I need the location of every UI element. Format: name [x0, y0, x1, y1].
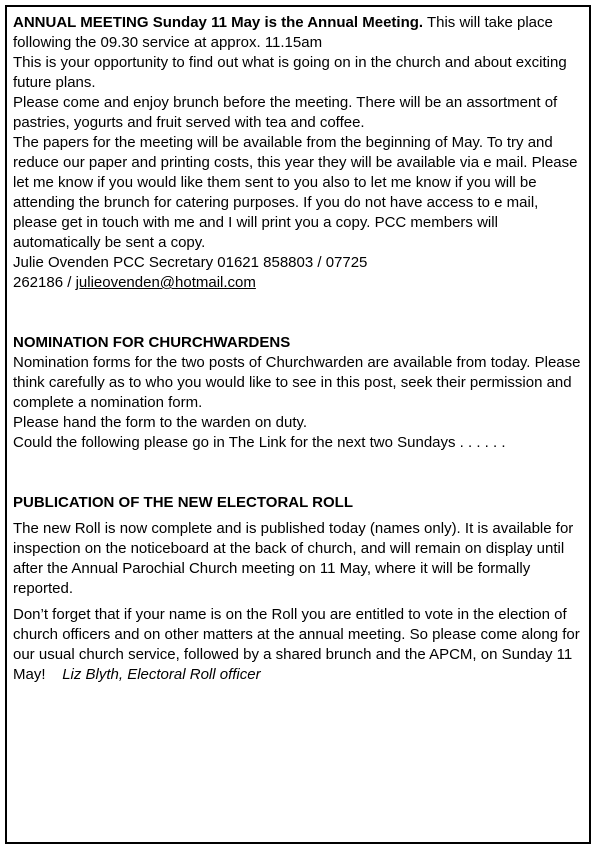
nomination-heading: NOMINATION FOR CHURCHWARDENS — [13, 334, 291, 351]
nomination-link-note: Could the following please go in The Link for the next two Sundays . . . . . . — [13, 434, 506, 451]
electoral-roll-signature: Liz Blyth, Electoral Roll officer — [62, 666, 261, 683]
annual-meeting-opportunity: This is your opportunity to find out what is going on in the church and about exciting future plans. — [13, 54, 567, 91]
notice-content — [13, 13, 585, 685]
nomination-hand-in: Please hand the form to the warden on duty. — [13, 414, 308, 431]
secretary-contact: Julie Ovenden PCC Secretary 01621 858803 / 07725 — [13, 254, 368, 271]
spacer — [13, 453, 585, 493]
secretary-email-link[interactable]: julieovenden@hotmail.com — [75, 274, 256, 291]
secretary-contact-2 — [13, 273, 585, 293]
electoral-roll-heading: PUBLICATION OF THE NEW ELECTORAL ROLL — [13, 494, 353, 511]
electoral-roll-paragraph-2 — [13, 605, 585, 685]
annual-meeting-brunch: Please come and enjoy brunch before the meeting. There will be an assortment of pastries, yogurts and fruit served with tea and coffee. — [13, 94, 558, 131]
spacer — [13, 293, 585, 333]
notice-frame — [5, 5, 591, 844]
electoral-roll-paragraph-1: The new Roll is now complete and is published today (names only). It is available for inspection on the noticeboard at the back of church, and will remain on display until after the Annual Parochial Church meeting on 11 May, where it will be formally reported. — [13, 520, 574, 597]
annual-meeting-title: ANNUAL MEETING Sunday 11 May is the Annual Meeting. — [13, 14, 424, 31]
annual-meeting-papers: The papers for the meeting will be available from the beginning of May. To try and reduce our paper and printing costs, this year they will be available via e mail. Please let me know if you would like them sent to you also to let me know if you will be attending the brunch for catering purposes. If you do not have access to e mail, please get in touch with me and I will print you a copy. PCC members will automatically be sent a copy. — [13, 134, 578, 251]
nomination-forms: Nomination forms for the two posts of Churchwarden are available from today. Please think carefully as to who you would like to see in this post, seek their permission and complete a nomination form. — [13, 354, 581, 411]
nomination-section — [13, 333, 585, 453]
annual-meeting-time: This will take place following the 09.30 service at approx. 11.15am — [13, 14, 553, 51]
secretary-phone-cont: 262186 / — [13, 274, 76, 291]
annual-meeting-intro — [13, 13, 585, 53]
electoral-roll-reminder: Don’t forget that if your name is on the Roll you are entitled to vote in the election of church officers and on other matters at the annual meeting. So please come along for our usual church service, followed by a shared brunch and the APCM, on Sunday 11 May! — [13, 606, 580, 683]
electoral-roll-section — [13, 493, 585, 685]
annual-meeting-section — [13, 13, 585, 293]
